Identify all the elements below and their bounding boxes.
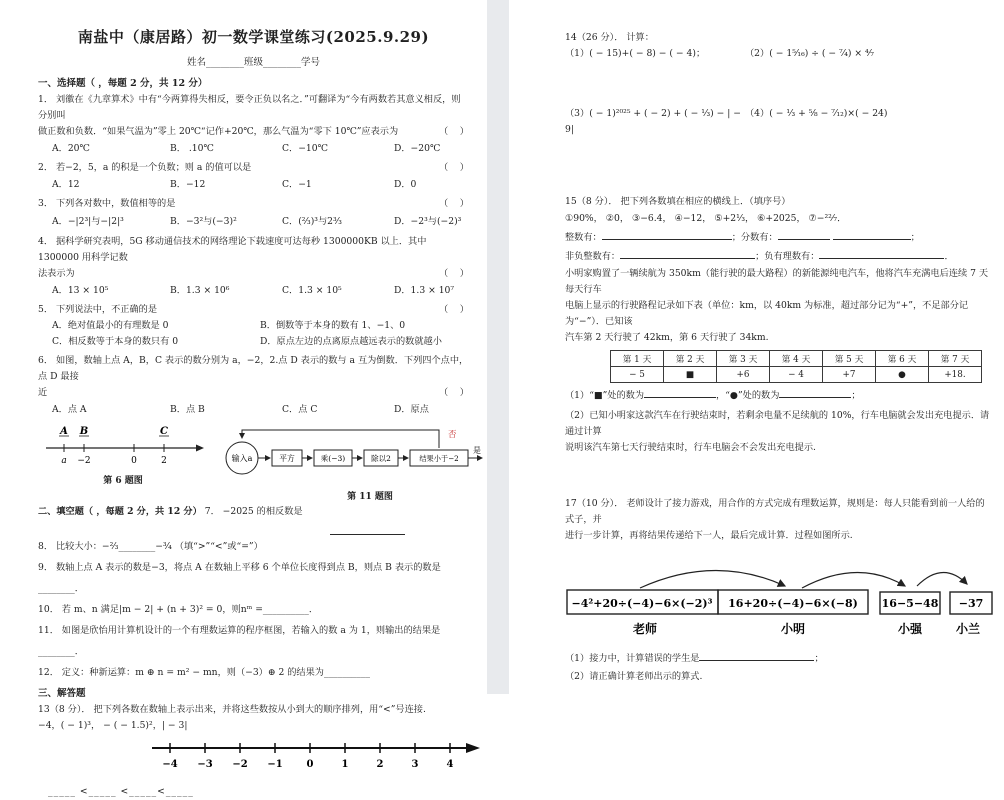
day-value: ■	[664, 367, 717, 383]
q13-order-blanks: _____ <_____ <_____<_____	[48, 786, 194, 797]
q11-flowchart	[220, 422, 520, 484]
answer-blank	[779, 387, 851, 398]
q14-part2: （2）( − 1⁵⁄₁₆) ÷ ( − ⁷⁄₄) × ⁴⁄₇	[745, 48, 874, 59]
q1-stem-line2	[38, 124, 469, 140]
name-class-id-line: 姓名________班级________学号	[186, 57, 320, 68]
figures-row	[38, 422, 481, 502]
q1-answer-paren: （ ）	[438, 126, 469, 137]
q2-option-d: D．0	[394, 179, 417, 190]
q2-option-c: C．−1	[282, 179, 312, 190]
nl-tick: 2	[376, 759, 384, 770]
q3-option-a: A．−|2³|与−|2|³	[52, 216, 124, 227]
day-header: 第 5 天	[823, 351, 876, 367]
section-2-heading	[38, 504, 469, 520]
q17-part1-end: ；	[814, 653, 824, 664]
q16-part2-line1: （2）已知小明家这款汽车在行驶结束时，若剩余电量不足续航的 10%，行车电脑就会发出充电提示．请通过计算	[565, 410, 990, 437]
nl-tick: 3	[411, 759, 419, 770]
section-3-heading: 三、解答题	[38, 688, 86, 699]
relay-name-xiaoming: 小明	[780, 622, 806, 636]
q16-part1	[565, 386, 990, 405]
relay-box-teacher: −4²+20÷(−4)−6×(−2)³	[571, 597, 713, 610]
table-value-row	[611, 367, 982, 383]
q14-row1	[565, 46, 990, 62]
q15-fill-line2	[565, 247, 990, 266]
day-header: 第 4 天	[770, 351, 823, 367]
q6-stem-text: 近	[38, 387, 48, 398]
q6-option-d: D．原点	[394, 404, 429, 415]
q3-answer-paren: （ ）	[438, 198, 469, 209]
section-2-title: 二、填空题（ ，每题 2 分，共 12 分）	[38, 506, 202, 517]
day-value: − 5	[611, 367, 664, 383]
relay-box-xiaolan: −37	[958, 597, 984, 610]
q14-part1: （1）( − 15)+( − 8) − ( − 4)；	[565, 48, 706, 59]
q5-answer-paren: （ ）	[438, 304, 469, 315]
q14-heading: 14（26 分）． 计算：	[565, 32, 654, 43]
q5-option-c: C．相反数等于本身的数只有 0	[52, 336, 179, 347]
relay-name-teacher: 老师	[632, 622, 658, 636]
flow-yes-label: 是	[473, 446, 481, 455]
q6-number-line	[38, 422, 208, 468]
q17-stem-line1: 17（10 分）． 老师设计了接力游戏，用合作的方式完成有理数运算，规则是：每人只能看到前一人给的式子，并	[565, 498, 985, 525]
tick-a: a	[61, 456, 67, 466]
q13-stem-line1: 13（8 分）． 把下列各数在数轴上表示出来，并将这些数按从小到大的顺序排列，用“<”号连接.	[38, 704, 426, 715]
day-header: 第 3 天	[717, 351, 770, 367]
worksheet-title: 南盐中（康居路）初一数学课堂练习(2025.9.29)	[77, 28, 430, 46]
q2-answer-paren: （ ）	[438, 162, 469, 173]
q15-number-list: ①90%， ②0， ③−6.4， ④−12， ⑤+2¹⁄₃， ⑥+2025， ⑦−²²⁄₇．	[565, 213, 847, 224]
nl-tick: −4	[162, 759, 178, 770]
q15-fill-line1	[565, 228, 990, 247]
workspace	[565, 138, 990, 194]
q6-figure-caption: 第 6 题图	[103, 476, 143, 486]
q4-stem-line2	[38, 266, 469, 282]
q4-option-a: A．13 × 10⁵	[52, 285, 109, 296]
flow-no-label: 否	[448, 430, 457, 440]
day-header: 第 7 天	[929, 351, 982, 367]
integers-label: 整数有：	[565, 232, 602, 243]
q6-options	[38, 401, 469, 418]
q6-option-a: A．点 A	[52, 404, 87, 415]
q11-figure-caption: 第 11 题图	[347, 492, 393, 502]
q17-part1	[565, 650, 990, 668]
answer-blank	[819, 248, 944, 259]
q3-options	[38, 212, 469, 231]
workspace	[565, 456, 990, 496]
q16-part1-end: ；	[851, 390, 861, 401]
q6-option-b: B．点 B	[170, 404, 205, 415]
q17-stem-line2: 进行一步计算，再将结果传递给下一人，最后完成计算．过程如图所示.	[565, 530, 853, 541]
q13-numbers: −4，( − 1)³， − ( − 1.5)²，| − 3|	[38, 720, 188, 731]
day-value: +18.	[929, 367, 982, 383]
q6-option-c: C．点 C	[282, 404, 318, 415]
q13-number-line	[150, 736, 480, 772]
relay-box-xiaoming: 16+20÷(−4)−6×(−8)	[728, 597, 858, 610]
page-gutter	[487, 0, 509, 694]
nl-tick: −3	[197, 759, 213, 770]
q10-stem: 10． 若 m、n 满足|m − 2| + (n + 3)² = 0，则nᵐ =__________．	[38, 604, 319, 615]
answer-blank	[602, 229, 732, 240]
q1-option-a: A．20℃	[52, 143, 90, 154]
q15-heading: 15（8 分）． 把下列各数填在相应的横线上．（填序号）	[565, 196, 791, 207]
q6-figure	[38, 422, 208, 486]
q1-option-d: D．−20℃	[394, 143, 441, 154]
q1-option-c: C．−10℃	[282, 143, 328, 154]
q3-stem-text: 3． 下列各对数中，数值相等的是	[38, 198, 176, 209]
q5-stem	[38, 302, 469, 318]
driving-record-table	[610, 350, 982, 383]
tick-minus2: −2	[77, 456, 91, 466]
q16-part2-line2: 说明该汽车第七天行驶结束时，行车电脑会不会发出充电提示.	[565, 442, 816, 453]
q16-stem-line1: 小明家购置了一辆续航为 350km（能行驶的最大路程）的新能源纯电汽车，他将汽车充满电后连续 7 天每天行车	[565, 268, 989, 295]
q7-stem: 7． −2025 的相反数是	[204, 506, 303, 517]
q5-options	[38, 318, 469, 350]
q4-option-c: C．1.3 × 10⁵	[282, 285, 342, 296]
flow-multiply-node: 乘(−3)	[320, 454, 346, 463]
fractions-label: ；分数有：	[731, 232, 778, 243]
workspace	[565, 62, 990, 106]
period: ．	[944, 251, 954, 262]
q3-option-b: B．−3²与(−3)²	[170, 216, 237, 227]
q6-answer-paren: （ ）	[438, 387, 469, 398]
flow-input-node: 输入a	[231, 454, 253, 463]
answer-blank	[699, 650, 814, 661]
q7-answer-row	[38, 520, 469, 533]
q17-relay-diagram	[565, 550, 997, 642]
q6-stem-line2	[38, 385, 469, 401]
q1-stem-text: 做正数和负数．“如果气温为”零上 20℃“记作+20℃，那么气温为“零下 10℃”应表示为	[38, 126, 399, 137]
nonneg-integers-label: 非负整数有：	[565, 251, 621, 262]
point-a-label: A	[60, 426, 68, 437]
point-c-label: C	[160, 426, 168, 437]
flow-divide-node: 除以2	[371, 454, 391, 463]
point-b-label: B	[79, 426, 89, 437]
q4-option-b: B．1.3 × 10⁶	[170, 285, 230, 296]
day-header: 第 6 天	[876, 351, 929, 367]
q2-stem	[38, 160, 469, 176]
nl-tick: −1	[267, 759, 283, 770]
tick-0: 0	[131, 456, 137, 466]
q14-part3: （3）( − 1)²⁰²⁵ + ( − 2) + ( − ¹⁄₃) − | − 9|	[565, 108, 741, 135]
q4-stem-line1: 4． 据科学研究表明，5G 移动通信技术的网络理论下载速度可达每秒 1300000KB 以上．其中 1300000 用科学记数	[38, 236, 427, 263]
q3-stem	[38, 196, 469, 212]
q2-option-b: B．−12	[170, 179, 206, 190]
q1-option-b: B． .10℃	[170, 143, 214, 154]
answer-blank	[644, 387, 716, 398]
worksheet-page-1	[0, 0, 487, 797]
q11-figure	[220, 422, 520, 502]
table-header-row	[611, 351, 982, 367]
q17-part2: （2）请正确计算老师出示的算式.	[565, 671, 703, 682]
q8-stem: 8． 比较大小：−²⁄₃________−³⁄₄ （填“>”“<”或“=”）	[38, 541, 263, 552]
q1-options	[38, 140, 469, 157]
flow-condition-node: 结果小于−2	[419, 454, 459, 463]
q6-stem-line1: 6． 如图，数轴上点 A，B，C 表示的数分别为 a，−2，2.点 D 表示的数与 a 互为倒数．下列四个点中，点 D 最接	[38, 355, 469, 382]
answer-blank	[833, 229, 911, 240]
relay-name-xiaolan: 小兰	[955, 622, 981, 636]
answer-blank	[330, 524, 405, 535]
q5-option-b: B．倒数等于本身的数有 1、−1、0	[260, 320, 406, 331]
q4-options	[38, 282, 469, 299]
q16-part1-label2: ，“●”处的数为	[716, 390, 780, 401]
q5-option-a: A．绝对值最小的有理数是 0	[52, 320, 169, 331]
day-header: 第 2 天	[664, 351, 717, 367]
relay-box-xiaoqiang: 16−5−48	[881, 597, 939, 610]
answer-blank	[778, 229, 830, 240]
day-value: +6	[717, 367, 770, 383]
q2-stem-text: 2． 若−2，5，a 的积是一个负数；则 a 的值可以是	[38, 162, 252, 173]
relay-name-xiaoqiang: 小强	[897, 622, 923, 636]
q2-option-a: A．12	[52, 179, 80, 190]
q16-stem-line2: 电脑上显示的行驶路程记录如下表（单位：km，以 40km 为标准，超过部分记为“+”，不足部分记为“−”）．已知该	[565, 300, 969, 327]
day-value: ●	[876, 367, 929, 383]
flow-square-node: 平方	[279, 454, 295, 463]
section-1-heading: 一、选择题（ ，每题 2 分，共 12 分）	[38, 78, 208, 89]
nl-tick: 0	[306, 759, 314, 770]
day-header: 第 1 天	[611, 351, 664, 367]
q16-part1-label1: （1）“■”处的数为	[565, 390, 645, 401]
nl-tick: 1	[341, 759, 349, 770]
day-value: +7	[823, 367, 876, 383]
q4-option-d: D．1.3 × 10⁷	[394, 285, 455, 296]
answer-blank	[620, 248, 755, 259]
worksheet-page-2	[509, 0, 1004, 694]
q9-stem: 9． 数轴上点 A 表示的数是−3，将点 A 在数轴上平移 6 个单位长度得到点 B，则点 B 表示的数是________．	[38, 562, 441, 594]
q4-stem-text: 法表示为	[38, 268, 75, 279]
day-value: − 4	[770, 367, 823, 383]
q14-part4: （4）( − ¹⁄₃ + ⁵⁄₈ − ⁷⁄₁₂)×( − 24)	[745, 108, 888, 119]
q1-stem-line1: 1． 刘徽在《九章算术》中有“今两算得失相反，要令正负以名之．”可翻译为“今有两数若其意义相反，则分别叫	[38, 94, 461, 121]
q12-stem: 12． 定义：种新运算：m ⊕ n = m² − mn，则（−3）⊕ 2 的结果为__________	[38, 667, 370, 678]
q3-option-c: C．(²⁄₃)³与2³⁄₃	[282, 216, 342, 227]
semicolon: ；	[910, 232, 920, 243]
q11-stem: 11． 如图是欣怡用计算机设计的一个有理数运算的程序框图，若输入的数 a 为 1，则输出的结果是________．	[38, 625, 441, 657]
q5-stem-text: 5． 下列说法中，不正确的是	[38, 304, 158, 315]
q5-option-d: D．原点左边的点离原点越远表示的数就越小	[260, 336, 442, 347]
q4-answer-paren: （ ）	[438, 268, 469, 279]
neg-rationals-label: ；负有理数有：	[755, 251, 820, 262]
q17-part1-label: （1）接力中，计算错误的学生是	[565, 653, 700, 664]
q2-options	[38, 176, 469, 193]
q16-stem-line3: 汽车第 2 天行驶了 42km，第 6 天行驶了 34km.	[565, 332, 769, 343]
nl-tick: 4	[446, 759, 454, 770]
tick-2: 2	[161, 456, 167, 466]
q3-option-d: D．−2³与(−2)³	[394, 216, 462, 227]
q14-row2	[565, 106, 990, 138]
nl-tick: −2	[232, 759, 248, 770]
